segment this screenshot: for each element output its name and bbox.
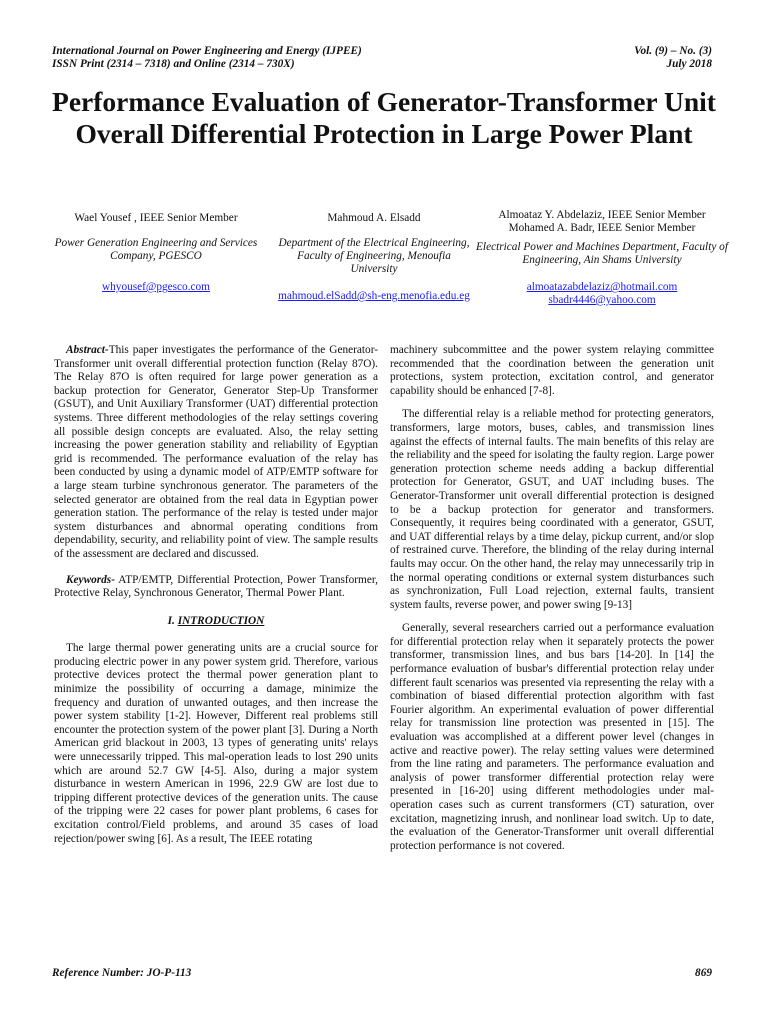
- right-column: [390, 344, 714, 853]
- author-block-3: [476, 209, 728, 307]
- section-title: INTRODUCTION: [177, 614, 265, 627]
- author-name: Wael Yousef , IEEE Senior Member: [74, 212, 238, 224]
- author-affiliation: Electrical Power and Machines Department, Faculty of Engineering, Ain Shams University: [476, 241, 728, 266]
- author-name: Almoataz Y. Abdelaziz, IEEE Senior Member: [498, 209, 706, 221]
- journal-date: July 2018: [666, 58, 712, 70]
- author-email-link[interactable]: almoatazabdelaziz@hotmail.com: [526, 281, 678, 293]
- author-email-link[interactable]: sbadr4446@yahoo.com: [548, 294, 656, 306]
- author-name: Mohamed A. Badr, IEEE Senior Member: [508, 222, 696, 234]
- author-email-link[interactable]: mahmoud.elSadd@sh-eng.menofia.edu.eg: [278, 290, 470, 302]
- section-number: I.: [167, 614, 178, 627]
- author-affiliation: Power Generation Engineering and Services Company, PGESCO: [54, 237, 258, 262]
- author-name: Mahmoud A. Elsadd: [327, 212, 421, 224]
- journal-name: International Journal on Power Engineering and Energy (IJPEE): [52, 45, 362, 57]
- keywords-text: ATP/EMTP, Differential Protection, Power Transformer, Protective Relay, Synchronous Generator, Thermal Power Plant.: [54, 573, 378, 600]
- body-paragraph: Generally, several researchers carried out a performance evaluation for differential protection relay when it separately protects the power transformer, transmission lines, and bus bars [14-20]. In [14] the performance evaluation of busbar's differential protection relay under different fault scenarios was presented via representing the relay with a combination of biased differential protection algorithm with fast Fourier algorithm. An experimental evaluation of power differential relay for transmission line protection was presented in [15]. The evaluation was accomplished at a different power level (changes in active and reactive power). The relay setting values were determined from the line rating and parameters. The performance evaluation and analysis of power transformer differential protection relay were presented in [16-20] using different methodologies under mal-operation cases such as current transformers (CT) saturation, over excitation, magnetizing inrush, and nonlinear load switch. Up to date, the evaluation of the Generator-Transformer unit overall differential protection performance is not covered.: [390, 622, 714, 852]
- body-paragraph: machinery subcommittee and the power system relaying committee recommended that the coordination between the generation unit protections, system protection, excitation control, and generator capability should be enhanced [7-8].: [390, 344, 714, 397]
- abstract-label: Abstract-: [66, 344, 109, 356]
- keywords: [54, 574, 378, 601]
- author-block-2: [276, 212, 472, 303]
- left-column: [54, 344, 378, 846]
- page-number: 869: [695, 967, 712, 979]
- issue-header: [634, 45, 712, 71]
- author-email-link[interactable]: whyousef@pgesco.com: [102, 281, 210, 293]
- reference-number: Reference Number: JO-P-113: [52, 967, 192, 979]
- journal-header: [52, 45, 362, 71]
- keywords-label: Keywords-: [66, 573, 115, 586]
- journal-volume: Vol. (9) – No. (3): [634, 45, 712, 57]
- journal-issn: ISSN Print (2314 – 7318) and Online (2314 – 730X): [52, 58, 295, 70]
- abstract: [54, 344, 378, 562]
- abstract-text: This paper investigates the performance of the Generator-Transformer unit overall differential protection function (Relay 87O). The Relay 87O is often required for large power generation as a backup protection for Generator, Generator Step-Up Transformer (GSUT), and Unit Auxiliary Transformer (UAT) differential protection systems. Three different methodologies of the relay settings covering all possible design concepts are evaluated. Also, the relay setting increasing the power generation stability and reliability of Egyptian grid is recommended. The performance evaluation of the relay has been conducted by using a dynamic model of ATP/EMTP software for a large steam turbine synchronous generator. The parameters of the selected generator are obtained from the real data in Egyptian power generation station. The performance of the relay is tested under major system disturbances and abnormal operating conditions from dependability, security, and reliability point of view. The sample results of the assessment are declared and discussed.: [54, 344, 378, 560]
- body-paragraph: The differential relay is a reliable method for protecting generators, transformers, large motors, buses, cables, and transmission lines against the effects of internal faults. The main benefits of this relay are the reliability and the speed for isolating the faulty region. Large power generation protection scheme needs adding a backup differential protection for Generator, GSUT, and UAT including buses. The Generator-Transformer unit overall differential protection is designed to be a backup protection for generator and transformers. Consequently, it requires being coordinated with a generator, GSUT, and UAT differential relays by a time delay, pickup current, and/or slop of restrained curve. Therefore, the blinding of the relay during internal faults may occur. On the other hand, the relay may unnecessarily trip in the normal operating conditions or external system disturbances such as synchronization, Full Load rejection, external faults, transient system faults, reverse power, and power swing [9-13]: [390, 408, 714, 611]
- body-paragraph: The large thermal power generating units are a crucial source for producing electric power in any power system grid. Therefore, various protective devices protect the thermal power generation plant to minimize the possibility of occurring a damage, minimize the frequency and duration of unwanted outages, and then increase the power system stability [1-2]. However, Different real problems still encounter the protection system of the power plant [3]. During a North American grid blackout in 2003, 13 types of generating units' relays were unnecessarily tripped. This mal-operation leads to lost 290 units which are around 52.7 GW [4-5]. Also, during a major system disturbance in western American in 1996, 22.9 GW are lost due to tripping different protective devices of the generation units. The cause of the tripping were 22 cases for power plant problems, 6 cases for excitation control/Field problems, and around 35 cases of load rejection/power swing [6]. As a result, The IEEE rotating: [54, 642, 378, 845]
- author-block-1: [40, 212, 272, 294]
- author-affiliation: Department of the Electrical Engineering, Faculty of Engineering, Menoufia University: [278, 237, 470, 275]
- paper-title: Performance Evaluation of Generator-Transformer Unit Overall Differential Protection in Large Power Plant: [52, 86, 716, 149]
- section-heading: [54, 615, 378, 629]
